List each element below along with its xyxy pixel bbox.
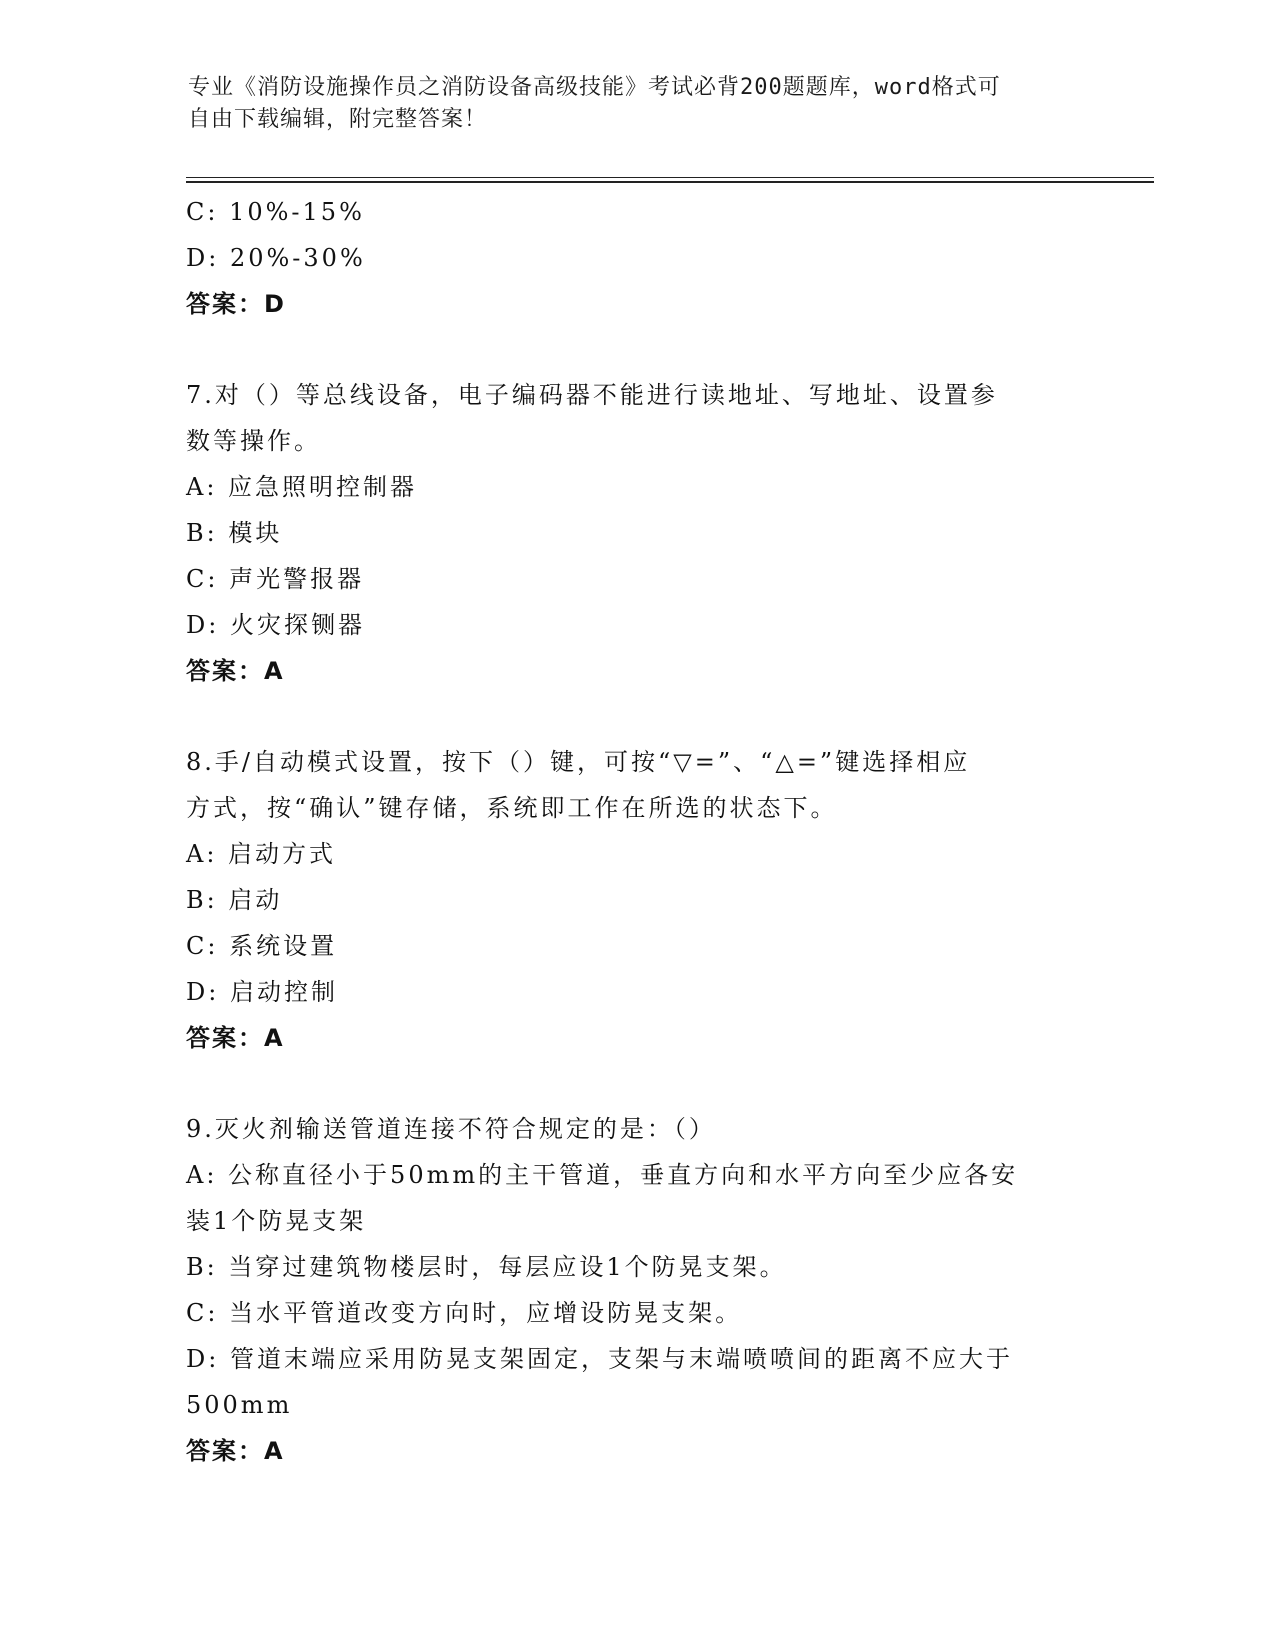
header-title-line-2: 自由下载编辑，附完整答案！ <box>188 107 488 132</box>
header-divider-thick <box>186 181 1154 183</box>
option-b: B: 模块 <box>186 519 283 547</box>
option-a: A: 启动方式 <box>186 840 337 868</box>
option-d: D: 管道末端应采用防晃支架固定，支架与末端喷喷间的距离不应大于 <box>186 1345 1013 1373</box>
question-spacer <box>186 1061 1086 1106</box>
question-spacer <box>186 694 1086 739</box>
option-b: B: 当穿过建筑物楼层时，每层应设1个防晃支架。 <box>186 1253 787 1281</box>
page-header <box>188 72 1068 136</box>
answer-line: 答案：A <box>186 1437 285 1465</box>
question-9 <box>186 1106 1086 1474</box>
option-c: C: 当水平管道改变方向时，应增设防晃支架。 <box>186 1299 743 1327</box>
option-a: A: 公称直径小于50mm的主干管道，垂直方向和水平方向至少应各安 <box>186 1161 1019 1189</box>
option-c: C: 声光警报器 <box>186 565 365 593</box>
answer-line: 答案：D <box>186 290 286 318</box>
header-title-line-1: 专业《消防设施操作员之消防设备高级技能》考试必背200题题库，word格式可 <box>188 75 1001 100</box>
option-d: D: 20%-30% <box>186 244 366 272</box>
question-spacer <box>186 327 1086 372</box>
option-c: C: 系统设置 <box>186 932 338 960</box>
question-list <box>186 189 1086 1474</box>
option-b: B: 启动 <box>186 886 283 914</box>
question-text-line: 9.灭火剂输送管道连接不符合规定的是：（） <box>186 1115 716 1143</box>
header-divider-thin <box>186 177 1154 178</box>
option-c: C: 10%-15% <box>186 198 365 226</box>
question-6-tail <box>186 189 1086 327</box>
question-text-line: 数等操作。 <box>186 427 321 455</box>
option-d: D: 火灾探铡器 <box>186 611 365 639</box>
answer-line: 答案：A <box>186 657 285 685</box>
option-d: D: 启动控制 <box>186 978 338 1006</box>
option-a-continued: 装1个防晃支架 <box>186 1207 367 1235</box>
question-8 <box>186 739 1086 1061</box>
question-text-line: 7.对（）等总线设备，电子编码器不能进行读地址、写地址、设置参 <box>186 381 998 409</box>
question-text-line: 方式，按“确认”键存储，系统即工作在所选的状态下。 <box>186 794 838 822</box>
option-d-continued: 500mm <box>186 1391 293 1419</box>
answer-line: 答案：A <box>186 1024 285 1052</box>
question-text-line: 8.手/自动模式设置，按下（）键，可按“▽=”、“△=”键选择相应 <box>186 748 971 776</box>
question-7 <box>186 372 1086 694</box>
option-a: A: 应急照明控制器 <box>186 473 418 501</box>
